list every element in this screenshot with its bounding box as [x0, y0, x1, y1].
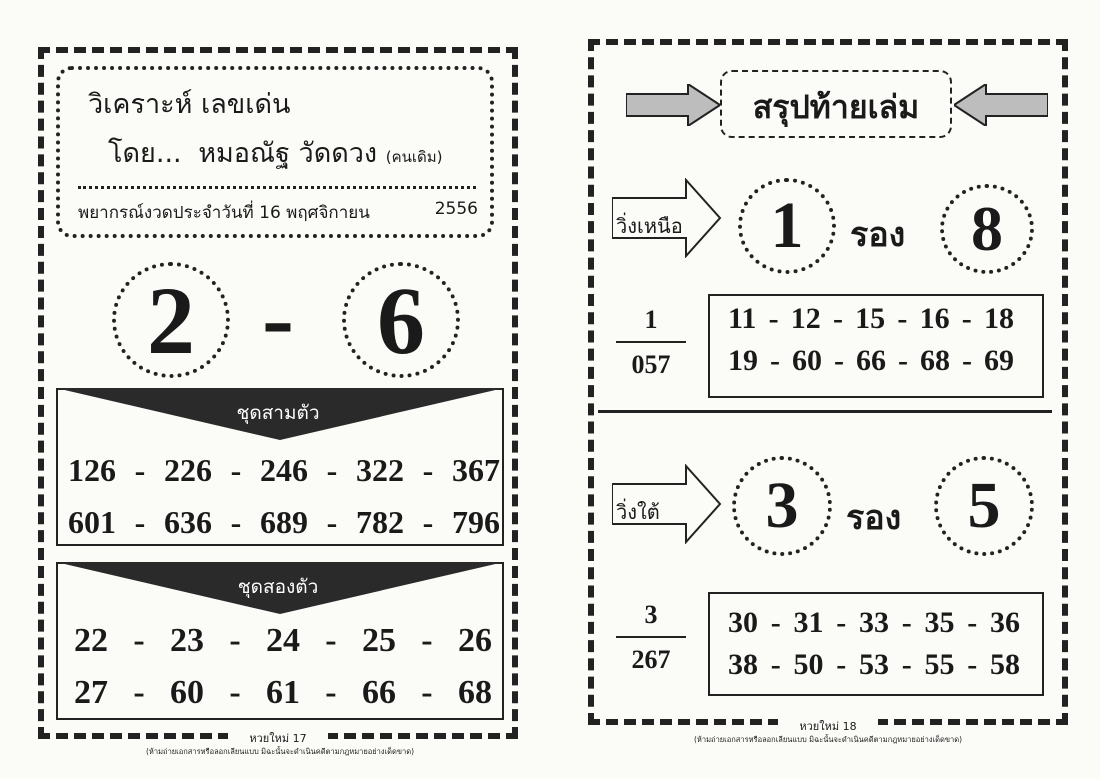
number: 26 [457, 622, 492, 659]
south-row-1: 30 - 31 - 33 - 35 - 36 [728, 606, 1020, 639]
number: 60 [169, 674, 204, 711]
number: 68 [457, 674, 492, 711]
three-digit-banner: ชุดสามตัว [236, 402, 320, 424]
number: 66 [361, 674, 396, 711]
north-runner-circle [940, 184, 1034, 274]
number: 68 [920, 344, 950, 377]
north-main-circle [738, 178, 836, 274]
north-runner-label: รอง [850, 215, 906, 255]
main-digit-dash: - [262, 264, 294, 371]
three-digit-row-1: 126 - 226 - 246 - 322 - 367 [68, 452, 500, 488]
number: 126 [68, 452, 116, 488]
north-label: วิ่งเหนือ [616, 214, 683, 238]
right-arrow-icon [626, 84, 720, 126]
south-fraction-line [616, 636, 686, 638]
number: 22 [74, 622, 108, 659]
number: 246 [260, 452, 308, 488]
left-disclaimer: (ห้ามถ่ายเอกสารหรือลอกเลียนแบบ มิฉะนั้นจะดำเนินคดีตามกฎหมายอย่างเด็ดขาด) [146, 747, 414, 756]
number: 50 [793, 648, 824, 681]
forecast-label: พยากรณ์งวดประจำวันที่ 16 พฤศจิกายน [78, 203, 370, 223]
number: 27 [74, 674, 108, 711]
number: 23 [169, 622, 204, 659]
north-row-1: 11 - 12 - 15 - 16 - 18 [728, 302, 1014, 335]
number: 69 [984, 344, 1014, 377]
section-divider [598, 410, 1052, 413]
number: 31 [793, 606, 824, 639]
author-prefix: โดย... [108, 138, 182, 169]
number: 796 [452, 504, 500, 540]
number: 12 [790, 302, 821, 335]
number: 38 [728, 648, 758, 681]
south-fraction-bottom: 267 [631, 645, 671, 674]
number: 636 [164, 504, 212, 540]
two-digit-row-1: 22 - 23 - 24 - 25 - 26 [74, 622, 492, 659]
main-digit-left-circle [112, 262, 230, 378]
author-name: หมอณัฐ วัดดวง [198, 138, 378, 169]
number: 58 [990, 648, 1020, 681]
number: 322 [356, 452, 404, 488]
south-main-digit: 3 [765, 469, 799, 542]
number: 66 [856, 344, 886, 377]
south-label: วิ่งใต้ [616, 500, 660, 524]
number: 226 [164, 452, 212, 488]
number: 33 [859, 606, 889, 639]
number: 15 [855, 302, 886, 335]
number: 55 [924, 648, 955, 681]
number: 61 [265, 674, 300, 711]
forecast-line [78, 199, 478, 226]
left-arrow-icon [954, 84, 1048, 126]
number: 11 [728, 302, 757, 335]
north-fraction-bottom: 057 [631, 350, 671, 379]
left-header-title: วิเคราะห์ เลขเด่น [88, 89, 291, 120]
right-disclaimer: (ห้ามถ่ายเอกสารหรือลอกเลียนแบบ มิฉะนั้นจะดำเนินคดีตามกฎหมายอย่างเด็ดขาด) [694, 735, 962, 744]
south-row-2: 38 - 50 - 53 - 55 - 58 [728, 648, 1020, 681]
number: 367 [452, 452, 500, 488]
left-header-author [108, 131, 442, 174]
number: 16 [919, 302, 950, 335]
number: 36 [990, 606, 1020, 639]
forecast-year: 2556 [434, 199, 478, 219]
number: 601 [68, 504, 116, 540]
number: 18 [983, 302, 1014, 335]
south-runner-label: รอง [846, 498, 902, 538]
south-fraction-top: 3 [644, 600, 658, 629]
main-digit-left: 2 [147, 266, 195, 374]
north-row-2: 19 - 60 - 66 - 68 - 69 [728, 344, 1014, 377]
north-main-digit: 1 [770, 189, 804, 262]
number: 35 [924, 606, 955, 639]
number: 782 [356, 504, 404, 540]
south-runner-circle [934, 456, 1034, 556]
number: 25 [361, 622, 396, 659]
left-header-divider [78, 186, 476, 189]
right-page-label: หวยใหม่ 18 [778, 717, 878, 735]
north-runner-digit: 8 [971, 193, 1003, 264]
south-runner-digit: 5 [967, 469, 1001, 542]
two-digit-banner: ชุดสองตัว [237, 576, 319, 598]
main-digit-right-circle [342, 262, 460, 378]
number: 24 [265, 622, 300, 659]
north-fraction-top: 1 [644, 305, 658, 334]
summary-title: สรุปท้ายเล่ม [752, 88, 920, 126]
number: 689 [260, 504, 308, 540]
number: 30 [728, 606, 758, 639]
main-digit-right: 6 [377, 266, 425, 374]
north-fraction-line [616, 341, 686, 343]
south-main-circle [732, 456, 832, 556]
number: 19 [728, 344, 758, 377]
two-digit-row-2: 27 - 60 - 61 - 66 - 68 [74, 674, 492, 711]
three-digit-row-2: 601 - 636 - 689 - 782 - 796 [68, 504, 500, 540]
author-note: (คนเดิม) [385, 148, 443, 166]
number: 53 [859, 648, 889, 681]
left-page-label: หวยใหม่ 17 [228, 729, 328, 747]
number: 60 [792, 344, 822, 377]
